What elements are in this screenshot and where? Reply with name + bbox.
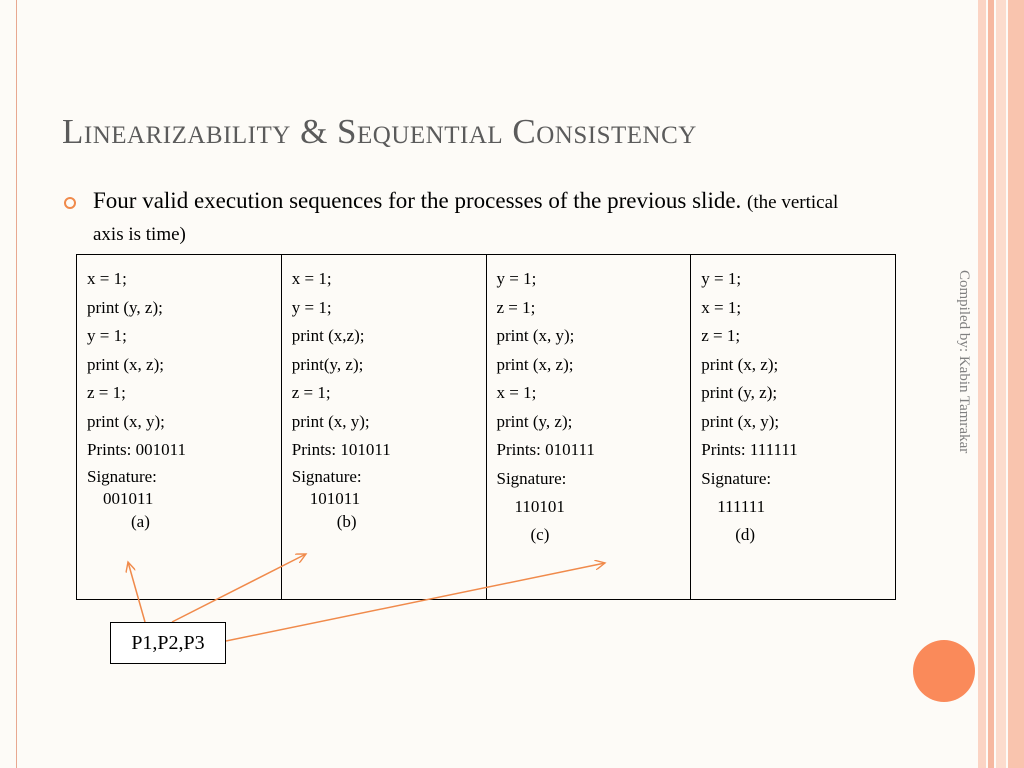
code-line: x = 1; xyxy=(291,269,332,288)
code-line: z = 1; xyxy=(291,383,331,402)
side-credit: Compiled by: Kabin Tamrakar xyxy=(956,270,972,454)
code-line: x = 1; xyxy=(496,383,537,402)
prints-line: Prints: 001011 xyxy=(87,440,187,459)
signature-value: 101011 xyxy=(309,488,361,508)
column-label: (b) xyxy=(336,511,357,531)
signature-value: 110101 xyxy=(514,497,565,516)
code-line: x = 1; xyxy=(87,269,127,288)
code-line: print (x, z); xyxy=(87,354,164,374)
arrow-to-c xyxy=(226,563,605,641)
code-line: print (x,z); xyxy=(291,326,365,345)
code-line: x = 1; xyxy=(701,297,742,317)
code-line: print (x, y); xyxy=(496,326,575,345)
code-line: y = 1; xyxy=(701,269,742,288)
decorative-circle xyxy=(913,640,975,702)
code-line: print (x, y); xyxy=(87,411,165,431)
code-line: print (y, z); xyxy=(701,383,778,402)
code-line: y = 1; xyxy=(87,326,127,345)
prints-line: Prints: 111111 xyxy=(701,440,798,459)
bullet-note: (the vertical axis is time) xyxy=(93,192,839,245)
bullet-main: Four valid execution sequences for the processes of the previous slide. xyxy=(93,188,742,213)
arrow-to-b xyxy=(172,554,306,622)
code-line: print(y, z); xyxy=(291,354,364,374)
code-line: print (x, z); xyxy=(496,354,574,374)
code-line: y = 1; xyxy=(496,269,537,288)
signature-label: Signature: xyxy=(496,468,567,488)
code-line: y = 1; xyxy=(291,297,332,317)
code-line: print (y, z); xyxy=(87,297,163,317)
code-line: z = 1; xyxy=(496,297,536,317)
slide-title: Linearizability & Sequential Consistency xyxy=(62,112,697,151)
code-line: print (x, y); xyxy=(291,411,370,431)
signature-value: 111111 xyxy=(717,497,766,516)
column-label: (d) xyxy=(735,524,756,544)
signature-label: Signature: xyxy=(87,466,157,486)
signature-label: Signature: xyxy=(291,466,362,486)
processes-label: P1,P2,P3 xyxy=(110,622,226,664)
column-label: (c) xyxy=(530,524,550,544)
signature-value: 001011 xyxy=(103,488,154,508)
code-line: print (y, z); xyxy=(496,411,573,431)
code-line: z = 1; xyxy=(87,383,126,402)
arrow-to-a xyxy=(128,562,145,622)
column-label: (a) xyxy=(131,511,150,531)
signature-label: Signature: xyxy=(701,468,772,488)
prints-line: Prints: 101011 xyxy=(291,440,391,459)
prints-line: Prints: 010111 xyxy=(496,440,595,459)
code-line: print (x, z); xyxy=(701,354,779,374)
code-line: z = 1; xyxy=(701,326,741,345)
code-line: print (x, y); xyxy=(701,411,780,431)
